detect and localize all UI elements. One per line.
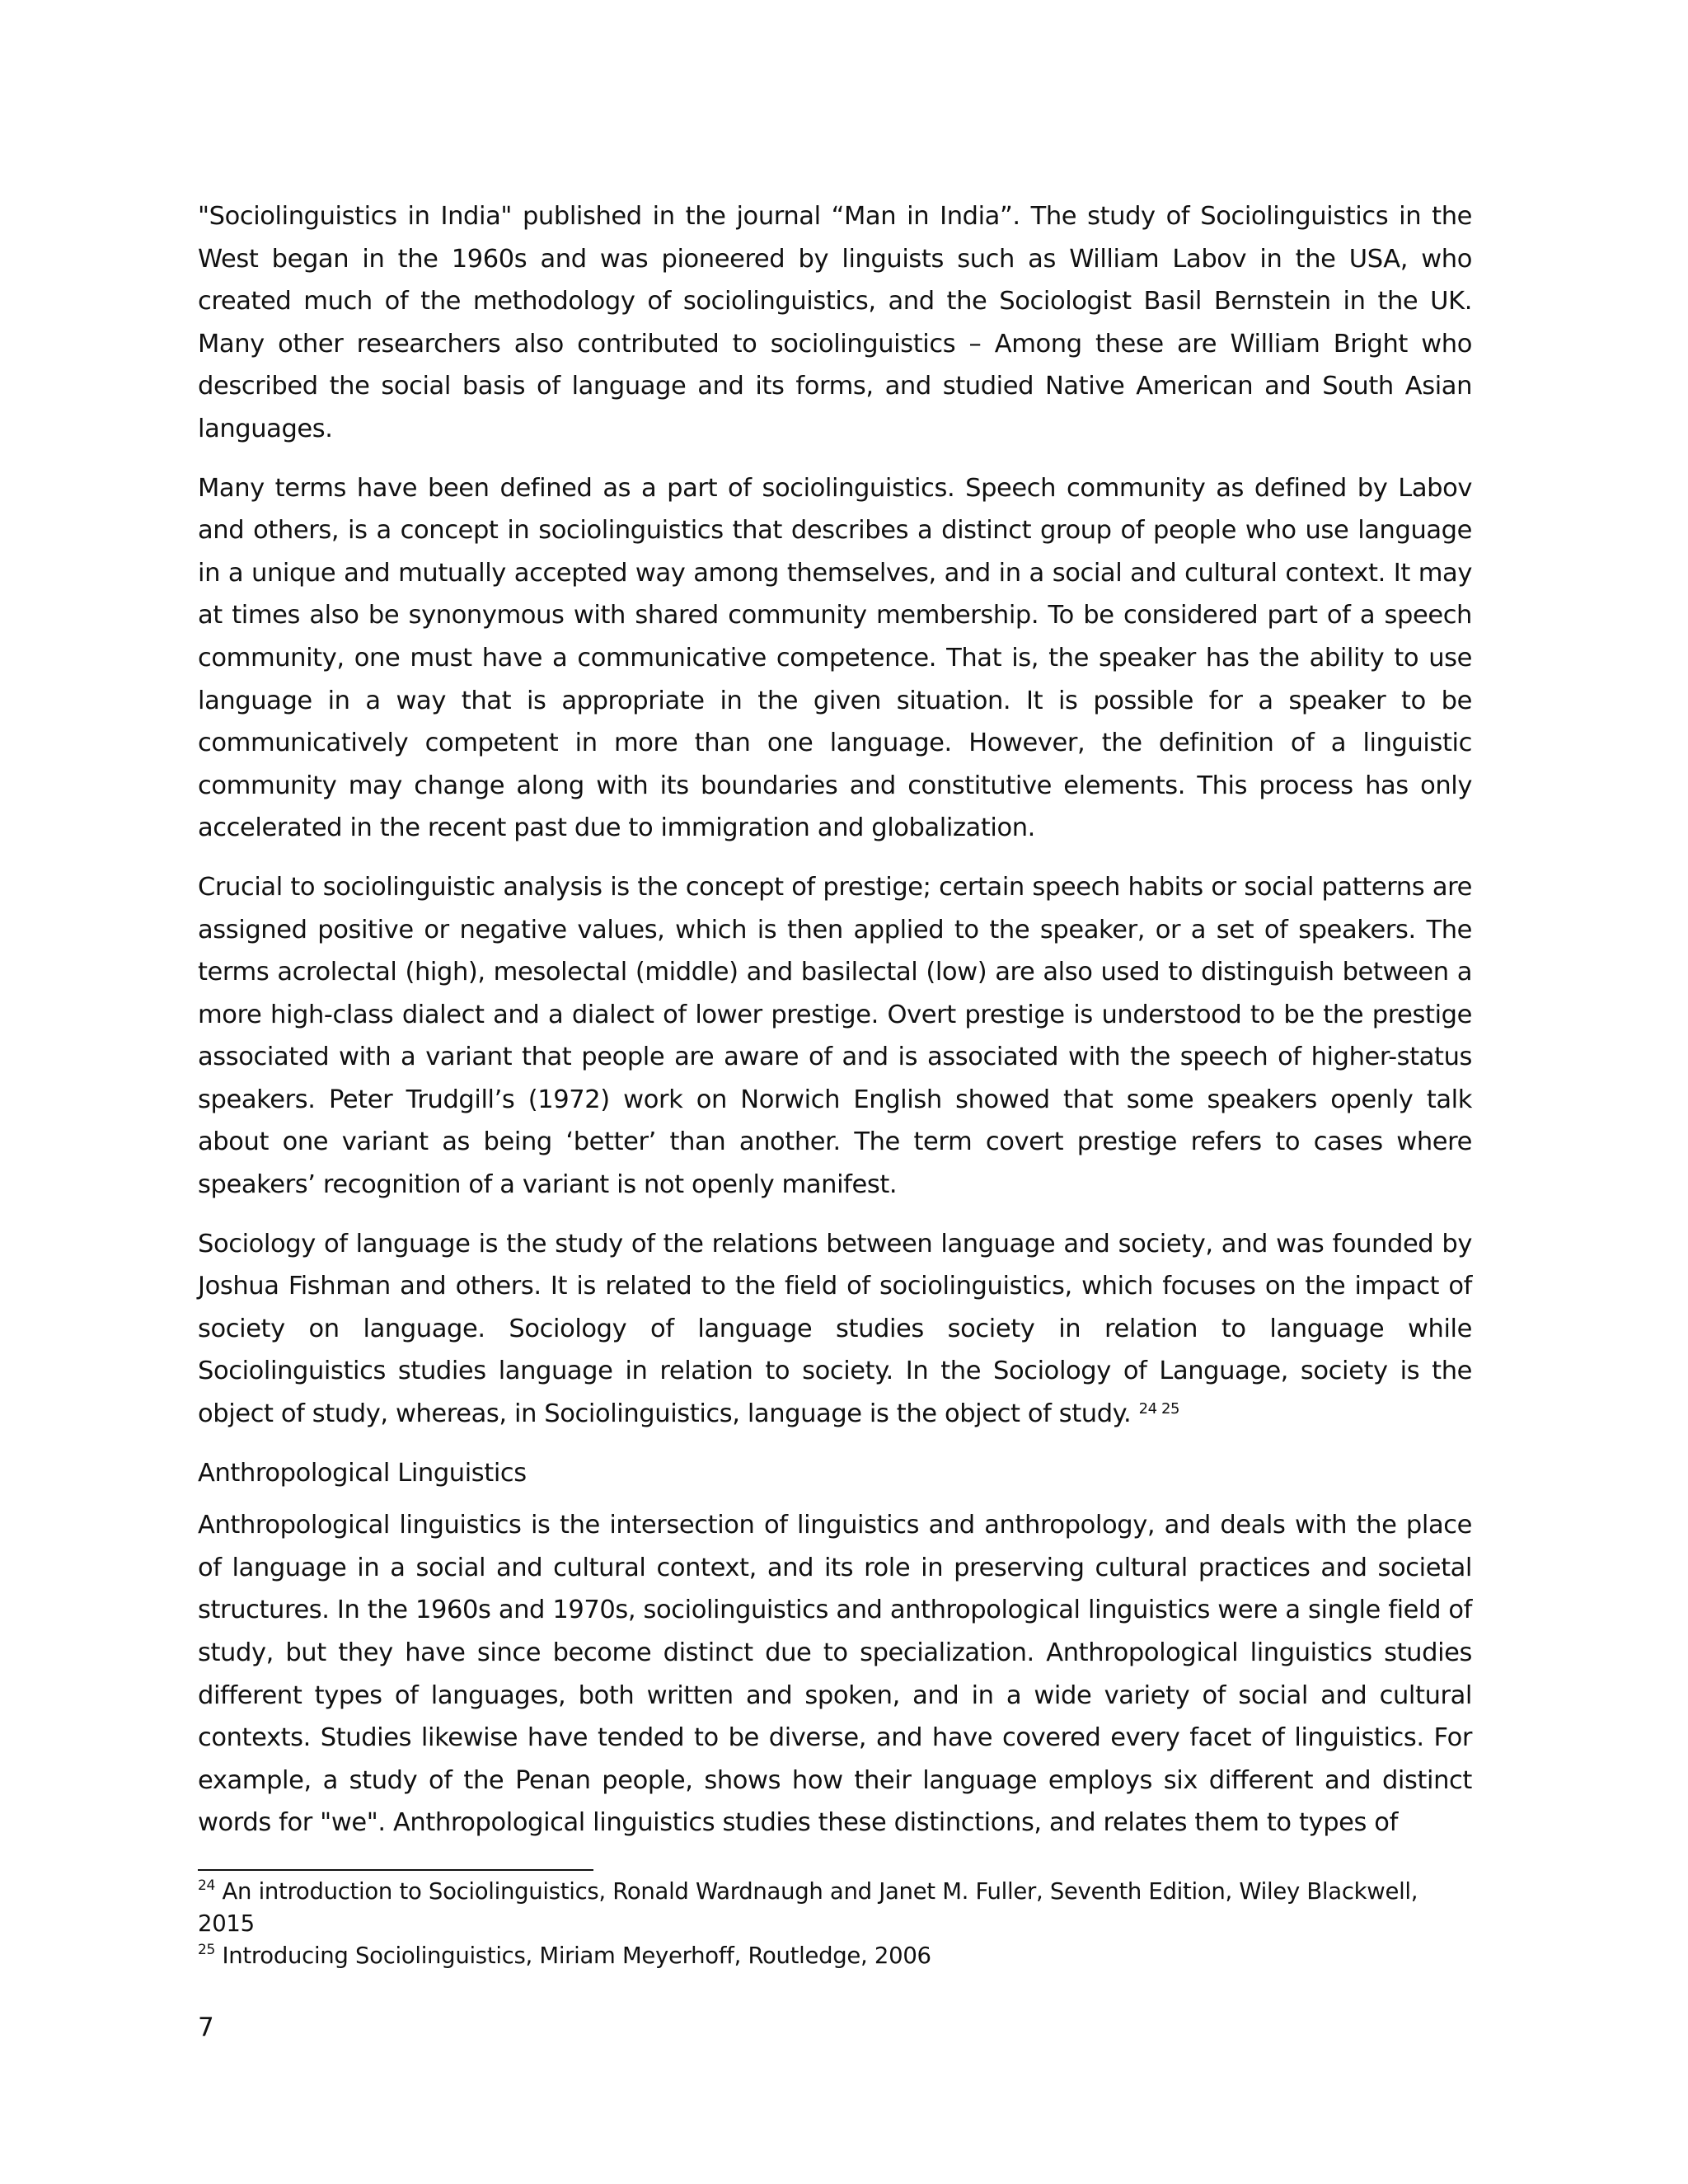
paragraph-anthropological-linguistics: Anthropological linguistics is the intersection of linguistics and anthropology, and deals with the place of language in a social and cultural context, and its role in preserving cultural practices and societal structures. In the 1960s and 1970s, sociolinguistics and anthropological linguistics were a single field of study, but they have since become distinct due to specialization. Anthropological linguistics studies different types of languages, both written and spoken, and in a wide variety of social and cultural contexts. Studies likewise have tended to be diverse, and have covered every facet of linguistics. For example, a study of the Penan people, shows how their language employs six different and distinct words for "we". Anthropological linguistics studies these distinctions, and relates them to types of <box>198 1511 1472 1838</box>
footnote-25 <box>198 1940 1472 1972</box>
paragraph-sociolinguistics-history: "Sociolinguistics in India" published in the journal “Man in India”. The study of Sociolinguistics in the West began in the 1960s and was pioneered by linguists such as William Labov in the USA, who created much of the methodology of sociolinguistics, and the Sociologist Basil Bernstein in the UK. Many other researchers also contributed to sociolinguistics – Among these are William Bright who described the social basis of language and its forms, and studied Native American and South Asian languages. <box>198 202 1472 443</box>
footnote-divider <box>198 1869 593 1871</box>
paragraph-prestige: Crucial to sociolinguistic analysis is the concept of prestige; certain speech habits or social patterns are assigned positive or negative values, which is then applied to the speaker, or a set of speakers. The terms acrolectal (high), mesolectal (middle) and basilectal (low) are also used to distinguish between a more high-class dialect and a dialect of lower prestige. Overt prestige is understood to be the prestige associated with a variant that people are aware of and is associated with the speech of higher-status speakers. Peter Trudgill’s (1972) work on Norwich English showed that some speakers openly talk about one variant as being ‘better’ than another. The term covert prestige refers to cases where speakers’ recognition of a variant is not openly manifest. <box>198 872 1472 1200</box>
footnote-text-25: Introducing Sociolinguistics, Miriam Meyerhoff, Routledge, 2006 <box>215 1943 931 1969</box>
page-number: 7 <box>198 2013 214 2042</box>
paragraph-sociology-of-language-text: Sociology of language is the study of the relations between language and society, and was founded by Joshua Fishman and others. It is related to the field of sociolinguistics, which focuses on the impact of society on language. Sociology of language studies society in relation to language while Sociolinguistics studies language in relation to society. In the Sociology of Language, society is the object of study, whereas, in Sociolinguistics, language is the object of study. <box>198 1229 1472 1429</box>
footnote-24 <box>198 1876 1472 1940</box>
footnotes <box>198 1876 1472 1972</box>
footnote-text-24: An introduction to Sociolinguistics, Ronald Wardnaugh and Janet M. Fuller, Seventh Edition, Wiley Blackwell, 2015 <box>198 1878 1418 1937</box>
footnote-refs: 24 25 <box>1138 1400 1180 1418</box>
section-heading: Anthropological Linguistics <box>198 1458 527 1488</box>
body-text <box>198 195 1472 1861</box>
paragraph-speech-community: Many terms have been defined as a part of sociolinguistics. Speech community as defined by Labov and others, is a concept in sociolinguistics that describes a distinct group of people who use language in a unique and mutually accepted way among themselves, and in a social and cultural context. It may at times also be synonymous with shared community membership. To be considered part of a speech community, one must have a communicative competence. That is, the speaker has the ability to use language in a way that is appropriate in the given situation. It is possible for a speaker to be communicatively competent in more than one language. However, the definition of a linguistic community may change along with its boundaries and constitutive elements. This process has only accelerated in the recent past due to immigration and globalization. <box>198 473 1472 843</box>
footnote-marker-25: 25 <box>198 1942 216 1958</box>
footnote-marker-24: 24 <box>198 1877 216 1894</box>
paragraph-sociology-of-language <box>198 1223 1472 1436</box>
